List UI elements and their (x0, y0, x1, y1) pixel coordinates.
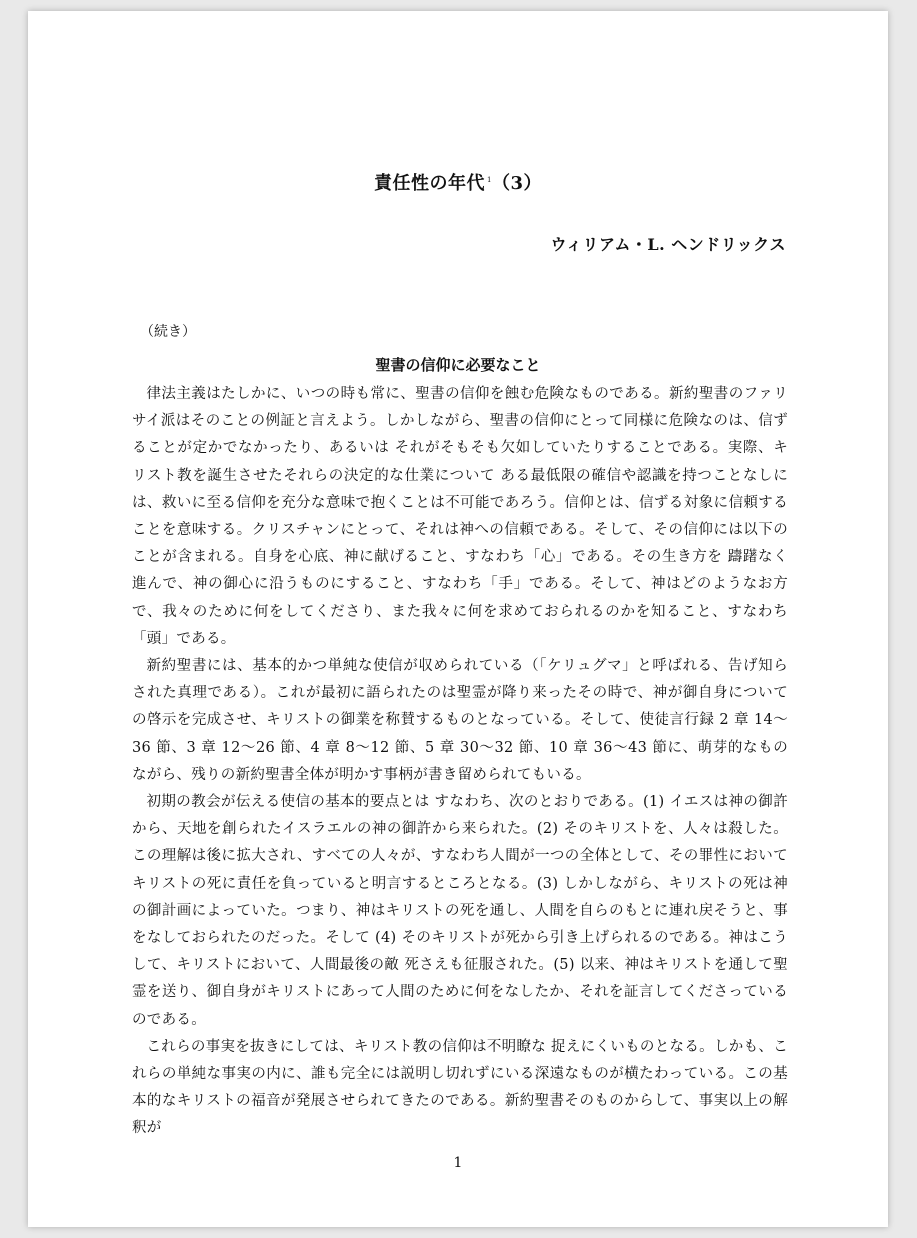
page-number: 1 (453, 1155, 463, 1171)
author-name: ウィリアム・L. ヘンドリックス (550, 235, 786, 254)
title-part: （3） (491, 173, 542, 194)
title-text: 責任性の年代 (374, 173, 485, 194)
body-text (132, 381, 788, 1143)
paragraph-3: 初期の教会が伝える使信の基本的要点とは すなわち、次のとおりである。(1) イエスは神の御許から、天地を創られたイスラエルの神の御許から来られた。(2) そのキリストを、人々は殺した。この理解は後に拡大され、すべての人々が、すなわち人間が一つの全体として、その罪性においてキリストの死に責任を負っていると明言するところとなる。(3) しかしながら、キリストの死は神の御計画によっていた。つまり、神はキリストの死を通し、人間を自らのもとに連れ戻そうと、事をなしておられたのだった。そして (4) そのキリストが死から引き上げられるのである。神はこうして、キリストにおいて、人間最後の敵 死さえも征服された。(5) 以来、神はキリストを通して聖霊を送り、御自身がキリストにあって人間のために何をなしたか、それを証言してくださっているのである。 (132, 794, 788, 1028)
document-page (28, 11, 888, 1227)
document-title (28, 169, 888, 195)
section-heading: 聖書の信仰に必要なこと (375, 356, 541, 374)
paragraph-1: 律法主義はたしかに、いつの時も常に、聖書の信仰を蝕む危険なものである。新約聖書のファリサイ派はそのことの例証と言えよう。しかしながら、聖書の信仰にとって同様に危険なのは、信ずることが定かでなかったり、あるいは それがそもそも欠如していたりすることである。実際、キリスト教を誕生させたそれらの決定的な仕業について ある最低限の確信や認識を持つことなしには、救いに至る信仰を充分な意味で抱くことは不可能であろう。信仰とは、信ずる対象に信頼することを意味する。クリスチャンにとって、それは神への信頼である。そして、その信仰には以下のことが含まれる。自身を心底、神に献げること、すなわち「心」である。その生き方を 躊躇なく進んで、神の御心に沿うものにすること、すなわち「手」である。そして、神はどのようなお方で、我々のために何をしてくださり、また我々に何を求めておられるのかを知ること、すなわち「頭」である。 (132, 386, 788, 647)
paragraph-2: 新約聖書には、基本的かつ単純な使信が収められている（「ケリュグマ」と呼ばれる、告げ知らされた真理である）。これが最初に語られたのは聖霊が降り来ったその時で、神が御自身についての啓示を完成させ、キリストの御業を称賛するものとなっている。そして、使徒言行録 2 章 14〜36 節、3 章 12〜26 節、4 章 8〜12 節、5 章 30〜32 節、10 章 36〜43 節に、萌芽的なものながら、残りの新約聖書全体が明かす事柄が書き留められてもいる。 (132, 658, 788, 783)
continued-label: （続き） (140, 324, 196, 340)
paragraph-4: これらの事実を抜きにしては、キリスト教の信仰は不明瞭な 捉えにくいものとなる。しかも、これらの単純な事実の内に、誰も完全には説明し切れずにいる深遠なものが横たわっている。この基本的なキリストの福音が発展させられてきたのである。新約聖書そのものからして、事実以上の解釈が (132, 1038, 788, 1137)
title-footnote-marker[interactable]: 1 (487, 176, 492, 184)
